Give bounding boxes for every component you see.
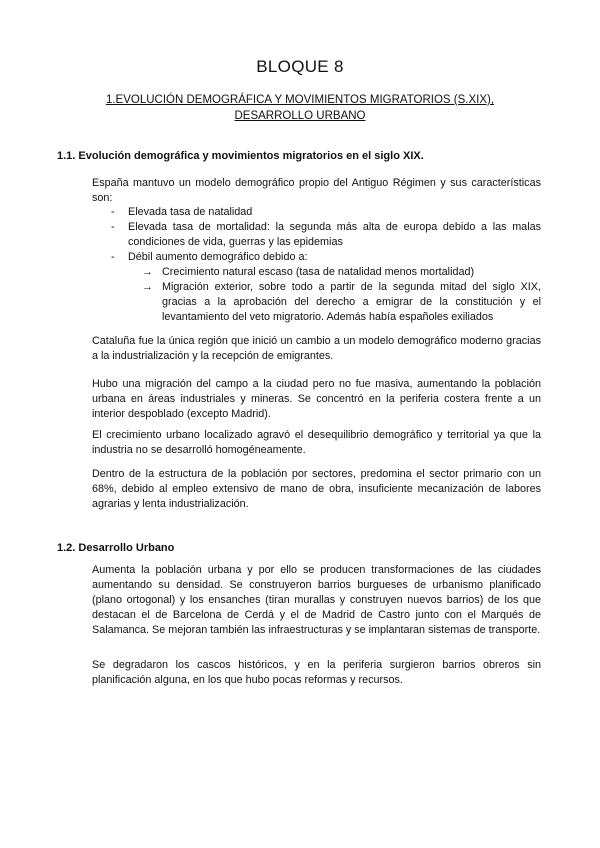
- arrow-icon: →: [142, 281, 153, 293]
- sub-list-item-text: Migración exterior, sobre todo a partir de la segunda mitad del siglo XIX, gracias a la aprobación del derecho a emigrar de la constitución y el levantamiento del veto migratorio. Además había españoles exiliados: [162, 281, 541, 323]
- section1-intro: España mantuvo un modelo demográfico propio del Antiguo Régimen y sus características son:: [92, 177, 541, 204]
- sub-list-item: [128, 265, 541, 280]
- sub-list: [128, 265, 541, 325]
- subtitle-line-1: 1.EVOLUCIÓN DEMOGRÁFICA Y MOVIMIENTOS MIGRATORIOS (S.XIX),: [105, 94, 495, 106]
- sub-list-item-text: Crecimiento natural escaso (tasa de natalidad menos mortalidad): [162, 266, 475, 278]
- arrow-icon: →: [142, 266, 153, 278]
- list-item: - Elevada tasa de mortalidad: la segunda más alta de europa debido a las malas condiciones de vida, guerras y las epidemias: [111, 220, 541, 250]
- list-item: - Elevada tasa de natalidad: [111, 205, 541, 220]
- sub-list-item: [128, 280, 541, 325]
- paragraph-migracion: Hubo una migración del campo a la ciudad pero no fue masiva, aumentando la población urbana en áreas industriales y mineras. Se concentró en la periferia costera frente a un interior despoblado (excepto Madrid).: [92, 378, 541, 420]
- section-heading-1-1: 1.1. Evolución demográfica y movimientos migratorios en el siglo XIX.: [57, 150, 424, 162]
- list-item: [111, 250, 541, 325]
- section-heading-1-2: 1.2. Desarrollo Urbano: [57, 542, 175, 554]
- paragraph-estructura-poblacion: Dentro de la estructura de la población por sectores, predomina el sector primario con un 68%, debido al empleo extensivo de mano de obra, insuficiente mecanización de labores agrarias y lenta industrialización.: [92, 468, 541, 510]
- paragraph-crecimiento-urbano: El crecimiento urbano localizado agravó el desequilibrio demográfico y territorial ya que la industria no se desarrolló homogéneamente.: [92, 429, 541, 456]
- subtitle-line-2: DESARROLLO URBANO: [234, 109, 366, 122]
- page-subtitle: [80, 93, 520, 124]
- paragraph-cataluna: Cataluña fue la única región que inició un cambio a un modelo demográfico moderno gracias a la industrialización y la recepción de emigrantes.: [92, 335, 541, 362]
- paragraph-cascos-historicos: Se degradaron los cascos históricos, y en la periferia surgieron barrios obreros sin planificación alguna, en los que hubo pocas reformas y recursos.: [92, 659, 541, 686]
- characteristics-list: [111, 205, 541, 325]
- page-title: BLOQUE 8: [256, 57, 344, 76]
- list-item-text: Débil aumento demográfico debido a:: [128, 251, 308, 263]
- paragraph-desarrollo-urbano: Aumenta la población urbana y por ello se producen transformaciones de las ciudades aumentando su densidad. Se construyeron barrios burgueses de urbanismo planificado (plano ortogonal) y los ensanches (tiran murallas y construyen nuevos barrios) de los que destacan el de Barcelona de Cerdá y el de Madrid de Castro junto con el Marqués de Salamanca. Se mejoran también las infraestructuras y se implantaran sistemas de transporte.: [92, 564, 541, 636]
